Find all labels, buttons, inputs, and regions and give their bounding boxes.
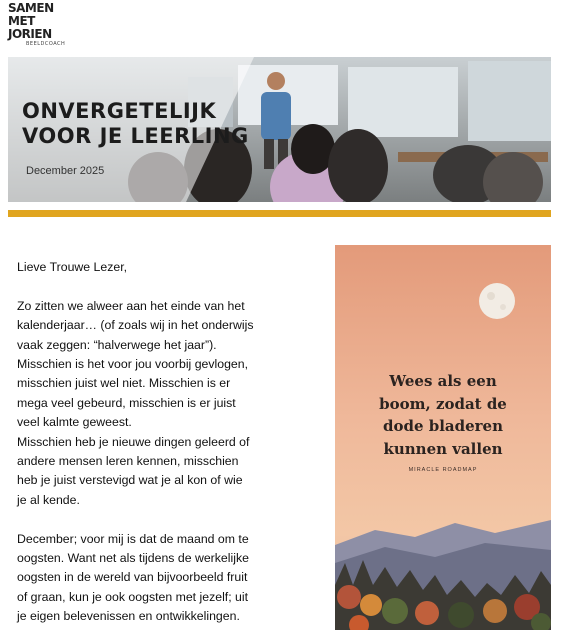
letter-body xyxy=(17,258,317,627)
letter-paragraph-1-line: je al kende. xyxy=(17,492,80,507)
banner-title-line-1: ONVERGETELIJK xyxy=(22,99,217,123)
quote-line: kunnen vallen xyxy=(383,439,503,458)
letter-paragraph-2-line: je eigen belevenissen en ontwikkelingen. xyxy=(17,609,240,624)
letter-paragraph-2-line: oogsten in de wereld van bijvoorbeeld fruit xyxy=(17,570,248,585)
quote-text xyxy=(335,370,551,460)
letter-paragraph-1-line: veel kalmte geweest. xyxy=(17,415,132,430)
letter-paragraph-1-line: misschien juist wel niet. Misschien is er xyxy=(17,376,231,391)
quote-card-image xyxy=(335,245,551,630)
letter-paragraph-2-line: of graan, kun je ook oogsten met jezelf; uit xyxy=(17,589,249,604)
logo-line-1: SAMEN xyxy=(8,1,54,15)
moon-icon xyxy=(479,283,515,319)
brand-logo[interactable] xyxy=(8,2,68,48)
letter-paragraph-1-line: heb je juist verstevigd wat je al kon of wie xyxy=(17,473,243,488)
banner-date: December 2025 xyxy=(26,165,105,177)
letter-greeting: Lieve Trouwe Lezer, xyxy=(17,260,128,274)
newsletter-banner xyxy=(8,57,551,202)
letter-paragraph-1-line: Misschien heb je nieuwe dingen geleerd of xyxy=(17,434,250,449)
quote-brand: MIRACLE ROADMAP xyxy=(408,467,478,473)
accent-divider xyxy=(8,210,551,217)
letter-paragraph-2-line: oogsten. Want net als tijdens de werkelijke xyxy=(17,551,249,566)
letter-paragraph-1-line: Zo zitten we alweer aan het einde van het xyxy=(17,298,245,313)
letter-paragraph-1-line: Misschien is het voor jou voorbij gevlogen, xyxy=(17,357,249,372)
logo-subline: BEELDCOACH xyxy=(26,41,66,47)
quote-line: Wees als een xyxy=(389,372,497,390)
logo-line-3: JORIEN xyxy=(8,27,52,41)
quote-line: dode bladeren xyxy=(382,417,504,435)
letter-paragraph-1-line: andere mensen leren kennen, misschien xyxy=(17,454,239,469)
banner-title-line-2: VOOR JE LEERLING xyxy=(22,124,249,148)
letter-paragraph-1-line: kalenderjaar… (of zoals wij in het onderwijs xyxy=(17,318,254,333)
letter-paragraph-1-line: mega veel gebeurd, misschien is er juist xyxy=(17,395,236,410)
letter-paragraph-2-line: December; voor mij is dat de maand om te xyxy=(17,531,249,546)
logo-line-2: MET xyxy=(8,14,35,28)
letter-paragraph-1-line: vaak zeggen: “halverwege het jaar”). xyxy=(17,337,217,352)
quote-line: boom, zodat de xyxy=(379,394,507,413)
